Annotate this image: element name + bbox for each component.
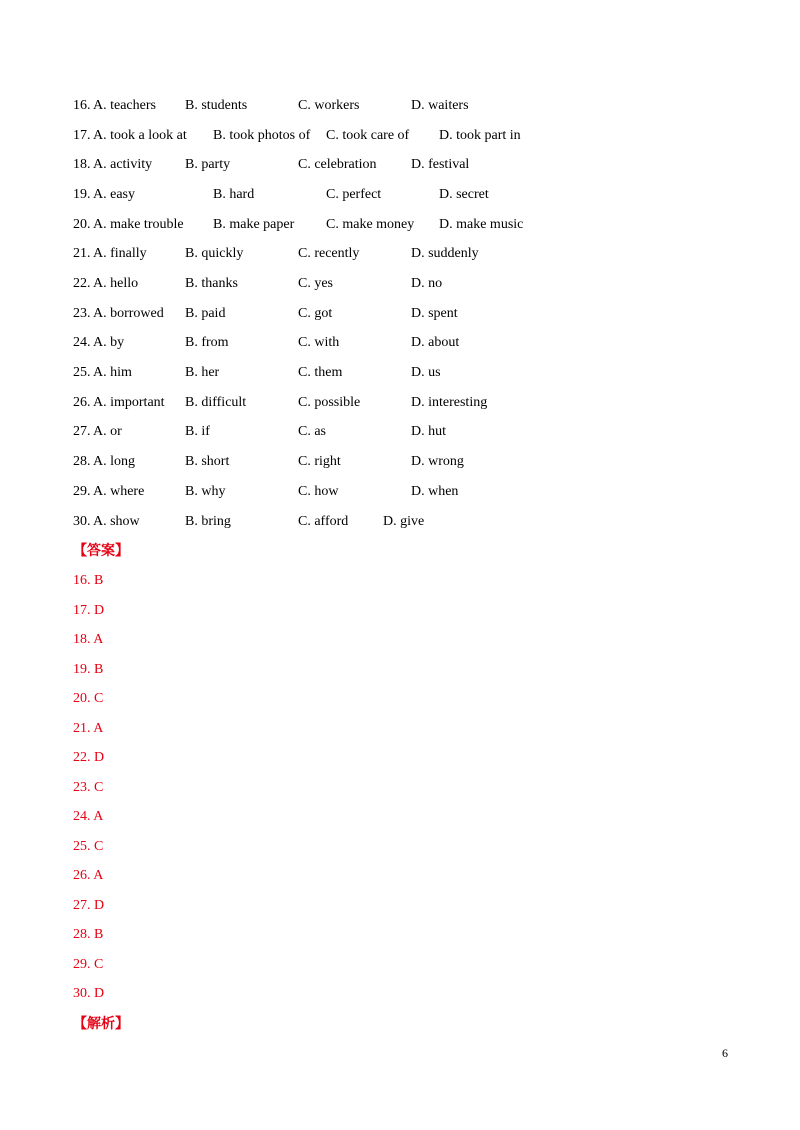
- option-c: C. recently: [298, 246, 360, 261]
- option-d: D. waiters: [411, 98, 469, 113]
- option-d: D. when: [411, 484, 459, 499]
- option-c: C. afford: [298, 514, 349, 529]
- option-b: B. bring: [185, 514, 231, 529]
- answer-item: 25. C: [73, 838, 104, 854]
- question-number: 28.: [73, 454, 91, 469]
- option-d: D. festival: [411, 157, 470, 172]
- question-row: [73, 482, 733, 502]
- option-b: B. difficult: [185, 395, 247, 410]
- option-d: D. wrong: [411, 454, 464, 469]
- option-c: C. possible: [298, 395, 361, 410]
- option-a: A. activity: [93, 157, 153, 172]
- option-b: B. thanks: [185, 276, 238, 291]
- option-d: D. give: [383, 514, 425, 529]
- question-number: 27.: [73, 424, 91, 439]
- option-c: C. right: [298, 454, 341, 469]
- analysis-label: 【解析】: [73, 1016, 129, 1032]
- question-number: 18.: [73, 157, 91, 172]
- option-d: D. spent: [411, 306, 458, 321]
- option-a: A. make trouble: [93, 217, 184, 232]
- option-c: C. make money: [326, 217, 415, 232]
- question-row: [73, 333, 733, 353]
- option-a: A. or: [93, 424, 122, 439]
- option-d: D. took part in: [439, 128, 521, 143]
- option-c: C. took care of: [326, 128, 410, 143]
- option-c: C. got: [298, 306, 333, 321]
- question-row: [73, 393, 733, 413]
- option-b: B. paid: [185, 306, 226, 321]
- option-d: D. no: [411, 276, 443, 291]
- answer-item: 21. A: [73, 720, 104, 736]
- question-number: 25.: [73, 365, 91, 380]
- option-c: C. them: [298, 365, 343, 380]
- question-number: 29.: [73, 484, 91, 499]
- option-a: A. teachers: [93, 98, 156, 113]
- answer-item: 20. C: [73, 691, 104, 706]
- option-b: B. short: [185, 454, 230, 469]
- question-number: 17.: [73, 128, 91, 143]
- question-row: [73, 155, 733, 175]
- option-a: A. important: [93, 395, 165, 410]
- answer-item: 18. A: [73, 632, 104, 647]
- option-a: A. him: [93, 365, 132, 380]
- question-row: [73, 304, 733, 324]
- option-b: B. make paper: [213, 217, 295, 232]
- option-b: B. her: [185, 365, 220, 380]
- option-b: B. why: [185, 484, 226, 499]
- option-c: C. yes: [298, 276, 333, 291]
- option-a: A. borrowed: [93, 306, 164, 321]
- question-number: 16.: [73, 98, 91, 113]
- question-row: [73, 274, 733, 294]
- option-c: C. with: [298, 335, 340, 350]
- page-number: 6: [722, 1046, 728, 1060]
- option-a: A. finally: [93, 246, 147, 261]
- answer-item: 24. A: [73, 809, 104, 824]
- option-b: B. if: [185, 424, 210, 439]
- option-a: A. show: [93, 514, 140, 529]
- question-row: [73, 363, 733, 383]
- option-b: B. students: [185, 98, 248, 113]
- option-a: A. by: [93, 335, 125, 350]
- option-d: D. suddenly: [411, 246, 479, 261]
- option-d: D. hut: [411, 424, 446, 439]
- question-number: 26.: [73, 395, 91, 410]
- option-a: A. took a look at: [93, 128, 187, 143]
- question-number: 23.: [73, 306, 91, 321]
- question-row: [73, 185, 733, 205]
- answer-item: 17. D: [73, 602, 105, 618]
- option-b: B. took photos of: [213, 128, 311, 143]
- answer-label: 【答案】: [73, 543, 129, 559]
- question-number: 19.: [73, 187, 91, 202]
- answer-item: 27. D: [73, 897, 105, 913]
- option-b: B. hard: [213, 187, 255, 202]
- question-number: 22.: [73, 276, 91, 291]
- question-row: [73, 512, 733, 532]
- option-b: B. party: [185, 157, 231, 172]
- option-c: C. as: [298, 424, 326, 439]
- option-a: A. long: [93, 454, 135, 469]
- option-d: D. us: [411, 365, 441, 380]
- question-number: 24.: [73, 335, 91, 350]
- option-b: B. from: [185, 335, 229, 350]
- option-c: C. workers: [298, 98, 360, 113]
- question-number: 30.: [73, 514, 91, 529]
- option-d: D. interesting: [411, 395, 488, 410]
- answer-item: 23. C: [73, 779, 104, 795]
- answer-item: 26. A: [73, 868, 104, 883]
- question-row: [73, 452, 733, 472]
- option-c: C. celebration: [298, 157, 377, 172]
- answer-item: 29. C: [73, 956, 104, 972]
- question-number: 21.: [73, 246, 91, 261]
- question-row: [73, 96, 733, 116]
- answer-item: 28. B: [73, 927, 104, 942]
- answer-item: 22. D: [73, 750, 105, 765]
- answer-item: 16. B: [73, 573, 104, 588]
- question-row: [73, 215, 733, 235]
- option-d: D. secret: [439, 187, 489, 202]
- option-d: D. about: [411, 335, 460, 350]
- option-c: C. perfect: [326, 187, 382, 202]
- question-row: [73, 126, 733, 146]
- option-b: B. quickly: [185, 246, 244, 261]
- option-d: D. make music: [439, 217, 524, 232]
- answer-item: 19. B: [73, 661, 104, 677]
- question-number: 20.: [73, 217, 91, 232]
- option-a: A. hello: [93, 276, 139, 291]
- question-row: [73, 422, 733, 442]
- option-a: A. easy: [93, 187, 135, 202]
- option-a: A. where: [93, 484, 145, 499]
- option-c: C. how: [298, 484, 339, 499]
- question-row: [73, 244, 733, 264]
- answer-item: 30. D: [73, 986, 105, 1001]
